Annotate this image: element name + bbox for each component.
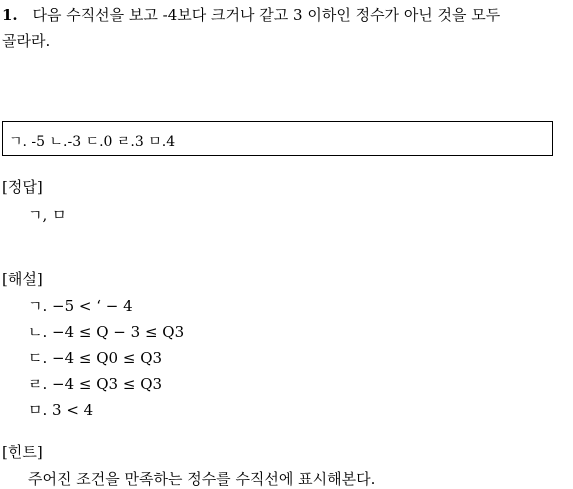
question-text-1: 다음 수직선을 보고 -4보다 크거나 같고 3 이하인 정수가 아닌 것을 모두 [32,6,501,24]
hint-header: [힌트] [2,443,43,461]
answer-text: ㄱ, ㅁ [28,206,67,224]
hint-text: 주어진 조건을 만족하는 정수를 수직선에 표시해본다. [28,470,376,488]
choices-box [2,121,553,156]
question-text-2: 골라라. [2,32,51,50]
question-line-1 [2,4,500,25]
choices-text: ㄱ. -5 ㄴ.-3 ㄷ.0 ㄹ.3 ㅁ.4 [9,134,176,150]
answer-header: [정답] [2,178,43,196]
explanation-line-2: ㄴ. −4 ≤ Q − 3 ≤ Q3 [28,323,185,341]
explanation-line-5: ㅁ. 3 < 4 [28,401,94,419]
explanation-header: [해설] [2,270,43,288]
explanation-line-4: ㄹ. −4 ≤ Q3 ≤ Q3 [28,375,163,393]
explanation-line-3: ㄷ. −4 ≤ Q0 ≤ Q3 [28,349,163,367]
question-number: 1. [2,6,18,24]
explanation-line-1: ㄱ. −5 < ‘ − 4 [28,297,133,315]
